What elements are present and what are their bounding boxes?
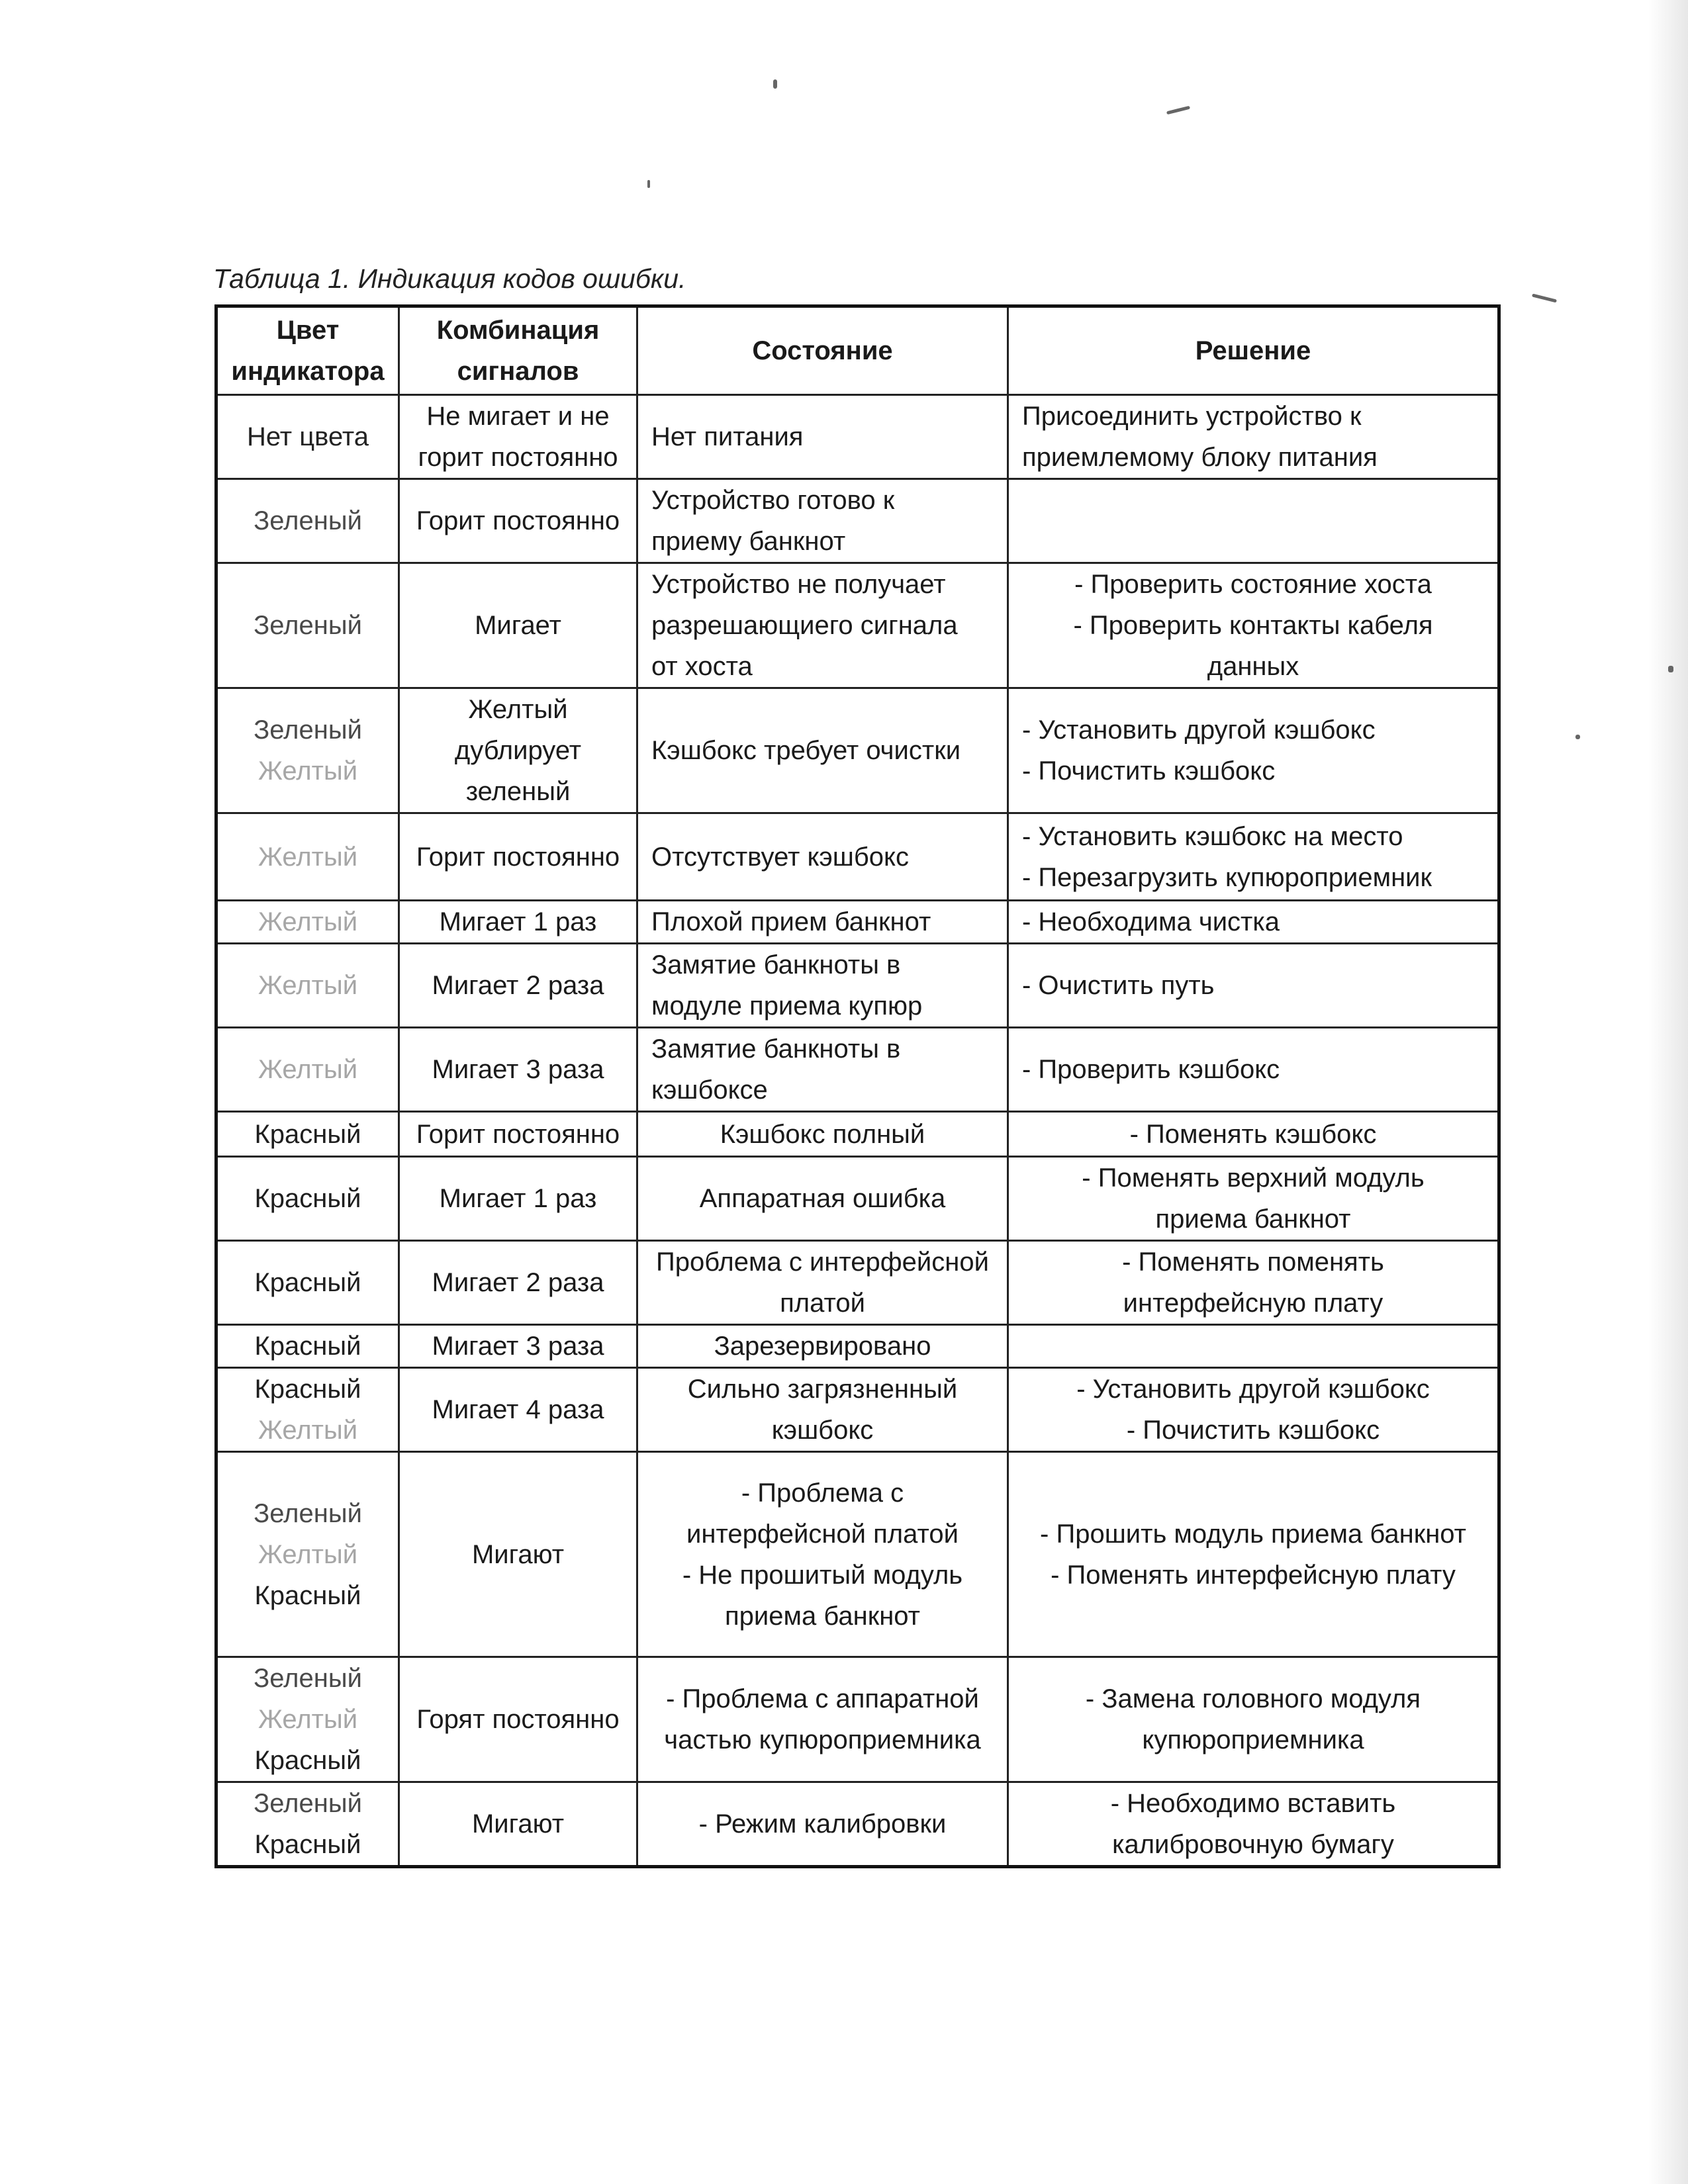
state-cell: [637, 1112, 1008, 1157]
state-cell-line: Замятие банкноты в: [651, 1034, 901, 1064]
table-row: [216, 1157, 1499, 1241]
indicator-color-cell: [216, 395, 399, 479]
state-cell-line: кэшбоксе: [651, 1075, 768, 1105]
solution-cell: [1008, 1157, 1499, 1241]
indicator-color-cell-line: Желтый: [258, 907, 358, 936]
indicator-color-cell: [216, 563, 399, 688]
solution-cell: [1008, 1657, 1499, 1782]
solution-cell-line: приема банкнот: [1155, 1205, 1351, 1234]
state-cell-line: Сильно загрязненный: [687, 1375, 958, 1404]
indicator-color-cell-line: Желтый: [258, 971, 358, 1000]
solution-cell: [1008, 944, 1499, 1028]
solution-cell: [1008, 1028, 1499, 1112]
solution-cell-line: - Замена головного модуля: [1085, 1684, 1421, 1713]
signal-combination-cell: [399, 1657, 637, 1782]
solution-cell-line: - Установить кэшбокс на место: [1022, 821, 1403, 851]
solution-cell-line: - Необходимо вставить: [1110, 1789, 1396, 1818]
indicator-color-cell-line: Зеленый: [254, 715, 362, 745]
solution-cell: [1008, 688, 1499, 813]
signal-combination-cell-line: зеленый: [465, 777, 571, 806]
signal-combination-cell-line: Мигает 1 раз: [439, 907, 597, 936]
solution-cell: [1008, 1241, 1499, 1325]
state-cell-line: - Режим калибровки: [698, 1809, 947, 1839]
state-cell: [637, 563, 1008, 688]
indicator-color-cell-line: Зеленый: [254, 1789, 362, 1818]
solution-cell-line: - Прошить модуль приема банкнот: [1040, 1519, 1466, 1549]
header-text: Цвет: [276, 316, 340, 345]
signal-combination-cell-line: Горит постоянно: [416, 1119, 620, 1149]
table-row: [216, 1782, 1499, 1867]
solution-cell: [1008, 1368, 1499, 1452]
error-code-table: [214, 304, 1501, 1868]
signal-combination-cell-line: Мигают: [471, 1809, 565, 1839]
state-cell-line: Отсутствует кэшбокс: [651, 842, 910, 872]
table-row: [216, 1028, 1499, 1112]
table-row: [216, 688, 1499, 813]
state-cell: [637, 944, 1008, 1028]
indicator-color-cell-line: Желтый: [258, 756, 358, 786]
indicator-color-cell-line: Красный: [254, 1375, 361, 1404]
state-cell-line: Проблема с интерфейсной: [656, 1248, 989, 1277]
indicator-color-cell: [216, 1452, 399, 1657]
state-cell-line: Устройство готово к: [651, 486, 895, 515]
signal-combination-cell-line: Горят постоянно: [416, 1705, 620, 1734]
table-row: [216, 1325, 1499, 1368]
signal-combination-cell-line: Мигает 2 раза: [432, 971, 604, 1000]
state-cell-line: Зарезервировано: [714, 1332, 931, 1361]
scan-speck: [1575, 735, 1580, 739]
state-cell-line: Устройство не получает: [651, 570, 946, 599]
state-cell-line: - Проблема с аппаратной: [666, 1684, 979, 1713]
signal-combination-cell-line: Горит постоянно: [416, 506, 620, 535]
signal-combination-cell-line: горит постоянно: [418, 443, 618, 472]
scan-speck: [773, 79, 777, 89]
solution-cell-line: - Установить другой кэшбокс: [1076, 1375, 1430, 1404]
indicator-color-cell-line: Желтый: [258, 1705, 358, 1734]
table-row: [216, 901, 1499, 944]
solution-cell-line: данных: [1207, 652, 1299, 681]
state-cell: [637, 1325, 1008, 1368]
signal-combination-cell: [399, 901, 637, 944]
signal-combination-cell: [399, 1112, 637, 1157]
solution-cell-line: - Почистить кэшбокс: [1126, 1416, 1380, 1445]
solution-cell: [1008, 563, 1499, 688]
table-row: [216, 1657, 1499, 1782]
table-row: [216, 479, 1499, 563]
header-solution: Решение: [1008, 306, 1499, 395]
scan-edge-shadow: [1648, 0, 1688, 2184]
signal-combination-cell: [399, 1325, 637, 1368]
signal-combination-cell-line: дублирует: [454, 736, 582, 765]
indicator-color-cell: [216, 1325, 399, 1368]
indicator-color-cell: [216, 1241, 399, 1325]
indicator-color-cell-line: Красный: [254, 1746, 361, 1775]
solution-cell-line: калибровочную бумагу: [1112, 1830, 1394, 1859]
indicator-color-cell-line: Желтый: [258, 842, 358, 872]
solution-cell-line: - Проверить состояние хоста: [1074, 570, 1432, 599]
state-cell: [637, 395, 1008, 479]
solution-cell-line: купюроприемника: [1142, 1725, 1364, 1754]
state-cell-line: приему банкнот: [651, 527, 846, 556]
indicator-color-cell-line: Красный: [254, 1268, 361, 1297]
signal-combination-cell: [399, 1452, 637, 1657]
indicator-color-cell-line: Красный: [254, 1830, 361, 1859]
state-cell-line: приема банкнот: [725, 1601, 920, 1631]
header-signal-combination: [399, 306, 637, 395]
header-row: [216, 306, 1499, 395]
indicator-color-cell: [216, 1112, 399, 1157]
signal-combination-cell-line: Мигает: [475, 611, 561, 640]
indicator-color-cell-line: Зеленый: [254, 611, 362, 640]
table-row: [216, 563, 1499, 688]
table-row: [216, 944, 1499, 1028]
state-cell-line: Кэшбокс требует очистки: [651, 736, 961, 765]
state-cell: [637, 1028, 1008, 1112]
signal-combination-cell-line: Горит постоянно: [416, 842, 620, 872]
scan-speck: [1532, 293, 1557, 302]
table-row: [216, 1452, 1499, 1657]
indicator-color-cell-line: Желтый: [258, 1416, 358, 1445]
indicator-color-cell-line: Нет цвета: [247, 422, 369, 451]
state-cell-line: платой: [780, 1289, 865, 1318]
solution-cell-line: - Очистить путь: [1022, 971, 1215, 1000]
indicator-color-cell: [216, 1782, 399, 1867]
signal-combination-cell-line: Мигает 4 раза: [432, 1395, 604, 1424]
header-state: Состояние: [637, 306, 1008, 395]
state-cell-line: Плохой прием банкнот: [651, 907, 931, 936]
solution-cell-line: - Проверить кэшбокс: [1022, 1055, 1280, 1084]
state-cell-line: модуле приема купюр: [651, 991, 923, 1021]
state-cell-line: от хоста: [651, 652, 753, 681]
indicator-color-cell-line: Желтый: [258, 1539, 358, 1569]
state-cell: [637, 1782, 1008, 1867]
header-text: сигналов: [457, 357, 579, 386]
table-row: [216, 1368, 1499, 1452]
indicator-color-cell-line: Красный: [254, 1580, 361, 1610]
state-cell: [637, 479, 1008, 563]
state-cell-line: Аппаратная ошибка: [699, 1184, 946, 1213]
solution-cell-line: - Почистить кэшбокс: [1022, 756, 1276, 786]
signal-combination-cell: [399, 1368, 637, 1452]
signal-combination-cell: [399, 813, 637, 901]
signal-combination-cell: [399, 1157, 637, 1241]
header-indicator-color: [216, 306, 399, 395]
state-cell: [637, 1241, 1008, 1325]
indicator-color-cell-line: Красный: [254, 1119, 361, 1149]
indicator-color-cell: [216, 1368, 399, 1452]
signal-combination-cell: [399, 479, 637, 563]
state-cell: [637, 688, 1008, 813]
table-caption: Таблица 1. Индикация кодов ошибки.: [213, 263, 686, 294]
table-row: [216, 395, 1499, 479]
signal-combination-cell-line: Мигает 3 раза: [432, 1055, 604, 1084]
state-cell-line: кэшбокс: [771, 1416, 874, 1445]
indicator-color-cell-line: Зеленый: [254, 506, 362, 535]
signal-combination-cell: [399, 944, 637, 1028]
indicator-color-cell: [216, 901, 399, 944]
signal-combination-cell: [399, 1028, 637, 1112]
state-cell-line: интерфейсной платой: [686, 1519, 959, 1549]
state-cell: [637, 901, 1008, 944]
indicator-color-cell-line: Зеленый: [254, 1498, 362, 1528]
indicator-color-cell: [216, 813, 399, 901]
solution-cell: [1008, 479, 1499, 563]
solution-cell: [1008, 395, 1499, 479]
indicator-color-cell: [216, 479, 399, 563]
header-text: индикатора: [231, 357, 385, 386]
signal-combination-cell-line: Не мигает и не: [426, 402, 610, 431]
state-cell: [637, 1368, 1008, 1452]
state-cell: [637, 813, 1008, 901]
scan-speck: [1166, 106, 1190, 115]
scan-speck: [1668, 666, 1673, 672]
state-cell-line: разрешающиего сигнала: [651, 611, 958, 640]
solution-cell-line: - Установить другой кэшбокс: [1022, 715, 1376, 745]
signal-combination-cell-line: Мигает 1 раз: [439, 1184, 597, 1213]
signal-combination-cell-line: Желтый: [468, 695, 568, 724]
solution-cell: [1008, 1782, 1499, 1867]
indicator-color-cell-line: Красный: [254, 1332, 361, 1361]
state-cell-line: Кэшбокс полный: [720, 1119, 925, 1149]
solution-cell-line: приемлемому блоку питания: [1022, 443, 1378, 472]
state-cell: [637, 1452, 1008, 1657]
state-cell: [637, 1157, 1008, 1241]
signal-combination-cell: [399, 563, 637, 688]
table-row: [216, 1112, 1499, 1157]
signal-combination-cell: [399, 688, 637, 813]
solution-cell: [1008, 1452, 1499, 1657]
solution-cell-line: - Проверить контакты кабеля: [1073, 611, 1433, 640]
state-cell: [637, 1657, 1008, 1782]
indicator-color-cell-line: Желтый: [258, 1055, 358, 1084]
signal-combination-cell: [399, 395, 637, 479]
signal-combination-cell: [399, 1782, 637, 1867]
solution-cell-line: - Перезагрузить купюроприемник: [1022, 862, 1432, 892]
state-cell-line: - Не прошитый модуль: [682, 1560, 963, 1590]
signal-combination-cell-line: Мигают: [471, 1539, 565, 1569]
indicator-color-cell: [216, 1657, 399, 1782]
indicator-color-cell-line: Красный: [254, 1184, 361, 1213]
solution-cell-line: Присоединить устройство к: [1022, 402, 1362, 431]
signal-combination-cell: [399, 1241, 637, 1325]
indicator-color-cell: [216, 1157, 399, 1241]
signal-combination-cell-line: Мигает 2 раза: [432, 1268, 604, 1297]
scan-speck: [647, 180, 650, 188]
header-text: Комбинация: [436, 316, 600, 345]
solution-cell-line: - Поменять интерфейсную плату: [1051, 1560, 1456, 1590]
indicator-color-cell: [216, 1028, 399, 1112]
table-row: [216, 1241, 1499, 1325]
indicator-color-cell-line: Зеленый: [254, 1664, 362, 1693]
solution-cell-line: - Поменять верхний модуль: [1082, 1163, 1425, 1193]
solution-cell-line: - Необходима чистка: [1022, 907, 1280, 936]
state-cell-line: - Проблема с: [741, 1478, 904, 1508]
state-cell-line: Замятие банкноты в: [651, 950, 901, 979]
solution-cell: [1008, 1112, 1499, 1157]
solution-cell: [1008, 813, 1499, 901]
solution-cell-line: - Поменять поменять: [1122, 1248, 1384, 1277]
solution-cell: [1008, 1325, 1499, 1368]
solution-cell: [1008, 901, 1499, 944]
solution-cell-line: - Поменять кэшбокс: [1129, 1119, 1377, 1149]
table-row: [216, 813, 1499, 901]
state-cell-line: частью купюроприемника: [664, 1725, 981, 1754]
signal-combination-cell-line: Мигает 3 раза: [432, 1332, 604, 1361]
state-cell-line: Нет питания: [651, 422, 804, 451]
table-body: [216, 395, 1499, 1867]
indicator-color-cell: [216, 944, 399, 1028]
indicator-color-cell: [216, 688, 399, 813]
solution-cell-line: интерфейсную плату: [1123, 1289, 1383, 1318]
